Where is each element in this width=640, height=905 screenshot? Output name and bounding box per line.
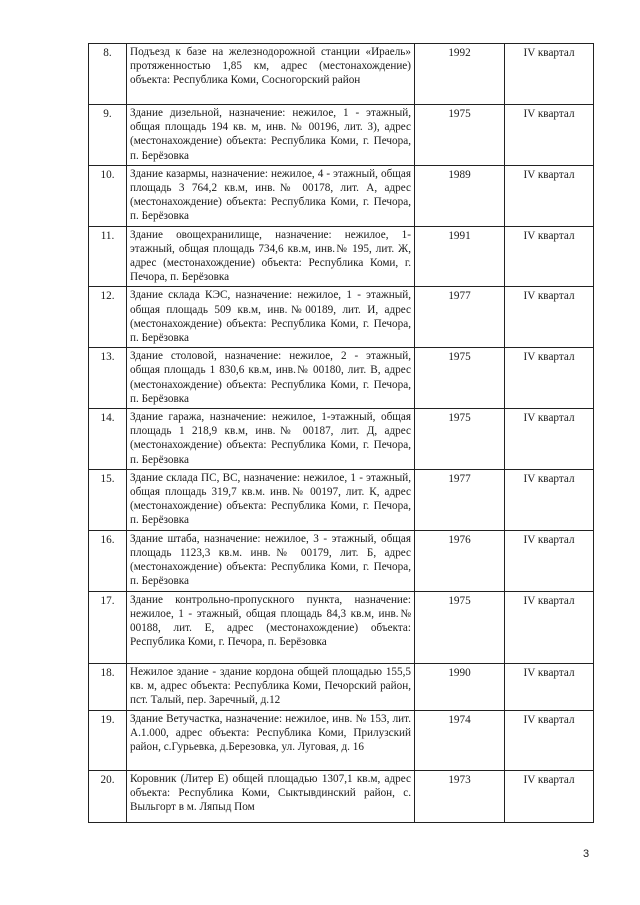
row-term: IV квартал [505,165,594,226]
row-description: Здание казармы, назначение: нежилое, 4 - этажный, общая площадь 3 764,2 кв.м, инв.№ 00178, лит. А, адрес (местонахождение) объекта: Республика Коми, г. Печора, п. Берёзовка [127,165,415,226]
row-description: Здание склада КЭС, назначение: нежилое, 1 - этажный, общая площадь 509 кв.м, инв.№00189, лит. И, адрес (местонахождение) объекта: Республика Коми, г. Печора, п. Берёзовка [127,287,415,348]
row-description: Нежилое здание - здание кордона общей площадью 155,5 кв. м, адрес объекта: Республика Коми, Печорский район, пст. Талый, пер. Заречный, д.12 [127,663,415,710]
row-term: IV квартал [505,663,594,710]
row-year: 1977 [415,469,505,530]
row-year: 1989 [415,165,505,226]
row-term: IV квартал [505,530,594,591]
row-description: Здание Ветучастка, назначение: нежилое, инв. № 153, лит. А.1.000, адрес объекта: Республика Коми, Прилузский район, с.Гурьевка, д.Березовка, ул. Луговая, д. 16 [127,710,415,770]
row-description: Здание столовой, назначение: нежилое, 2 - этажный, общая площадь 1 830,6 кв.м, инв.№ 00180, лит. В, адрес (местонахождение) объекта: Республика Коми, г. Печора, п. Берёзовка [127,348,415,409]
table-row [89,591,594,663]
row-year: 1975 [415,591,505,663]
row-description: Здание дизельной, назначение: нежилое, 1 - этажный, общая площадь 194 кв. м, инв. № 00196, лит. З), адрес (местонахождение) объекта: Республика Коми, г. Печора, п. Берёзовка [127,105,415,166]
table-row [89,44,594,105]
row-description: Здание гаража, назначение: нежилое, 1-этажный, общая площадь 1 218,9 кв.м, инв.№ 00187, лит. Д, адрес (местонахождение) объекта: Республика Коми, г. Печора, п. Берёзовка [127,409,415,470]
row-number: 14. [89,409,127,470]
row-year: 1990 [415,663,505,710]
row-term: IV квартал [505,710,594,770]
row-description: Здание овощехранилище, назначение: нежилое, 1-этажный, общая площадь 734,6 кв.м, инв.№ 195, лит. Ж, адрес (местонахождение) объекта: Республика Коми, г. Печора, п. Берёзовка [127,226,415,287]
row-term: IV квартал [505,770,594,822]
table-row [89,770,594,822]
row-number: 16. [89,530,127,591]
row-number: 17. [89,591,127,663]
table-row [89,165,594,226]
row-description: Здание штаба, назначение: нежилое, 3 - этажный, общая площадь 1123,3 кв.м. инв.№ 00179, лит. Б, адрес (местонахождение) объекта: Республика Коми, г. Печора, п. Берёзовка [127,530,415,591]
table-row [89,287,594,348]
row-description: Подъезд к базе на железнодорожной станции «Ираель» протяженностью 1,85 км, адрес (местонахождение) объекта: Республика Коми, Сосногорский район [127,44,415,105]
table-row [89,530,594,591]
page-number: 3 [583,848,590,860]
row-term: IV квартал [505,469,594,530]
table-row [89,105,594,166]
row-term: IV квартал [505,287,594,348]
property-table-body [89,44,594,823]
table-row [89,226,594,287]
row-number: 10. [89,165,127,226]
row-year: 1975 [415,409,505,470]
row-year: 1974 [415,710,505,770]
row-description: Здание контрольно-пропускного пункта, назначение: нежилое, 1 - этажный, общая площадь 84,3 кв.м, инв.№ 00188, лит. Е, адрес (местонахождение) объекта: Республика Коми, г. Печора, п. Берёзовка [127,591,415,663]
table-row [89,409,594,470]
row-number: 18. [89,663,127,710]
table-row [89,469,594,530]
row-year: 1975 [415,348,505,409]
table-row [89,710,594,770]
row-description: Здание склада ПС, ВС, назначение: нежилое, 1 - этажный, общая площадь 319,7 кв.м. инв.№ 00197, лит. К, адрес (местонахождение) объекта: Республика Коми, г. Печора, п. Берёзовка [127,469,415,530]
row-term: IV квартал [505,44,594,105]
row-number: 15. [89,469,127,530]
row-description: Коровник (Литер Е) общей площадью 1307,1 кв.м, адрес объекта: Республика Коми, Сыктывдинский район, с. Выльгорт в м. Ляпыд Пом [127,770,415,822]
row-number: 12. [89,287,127,348]
table-row [89,663,594,710]
row-term: IV квартал [505,226,594,287]
row-term: IV квартал [505,348,594,409]
row-number: 13. [89,348,127,409]
row-term: IV квартал [505,409,594,470]
row-number: 11. [89,226,127,287]
row-number: 20. [89,770,127,822]
row-year: 1975 [415,105,505,166]
row-year: 1991 [415,226,505,287]
row-number: 9. [89,105,127,166]
row-year: 1992 [415,44,505,105]
row-year: 1973 [415,770,505,822]
row-term: IV квартал [505,591,594,663]
row-number: 8. [89,44,127,105]
property-table [88,43,594,823]
table-row [89,348,594,409]
row-year: 1976 [415,530,505,591]
row-term: IV квартал [505,105,594,166]
row-year: 1977 [415,287,505,348]
row-number: 19. [89,710,127,770]
